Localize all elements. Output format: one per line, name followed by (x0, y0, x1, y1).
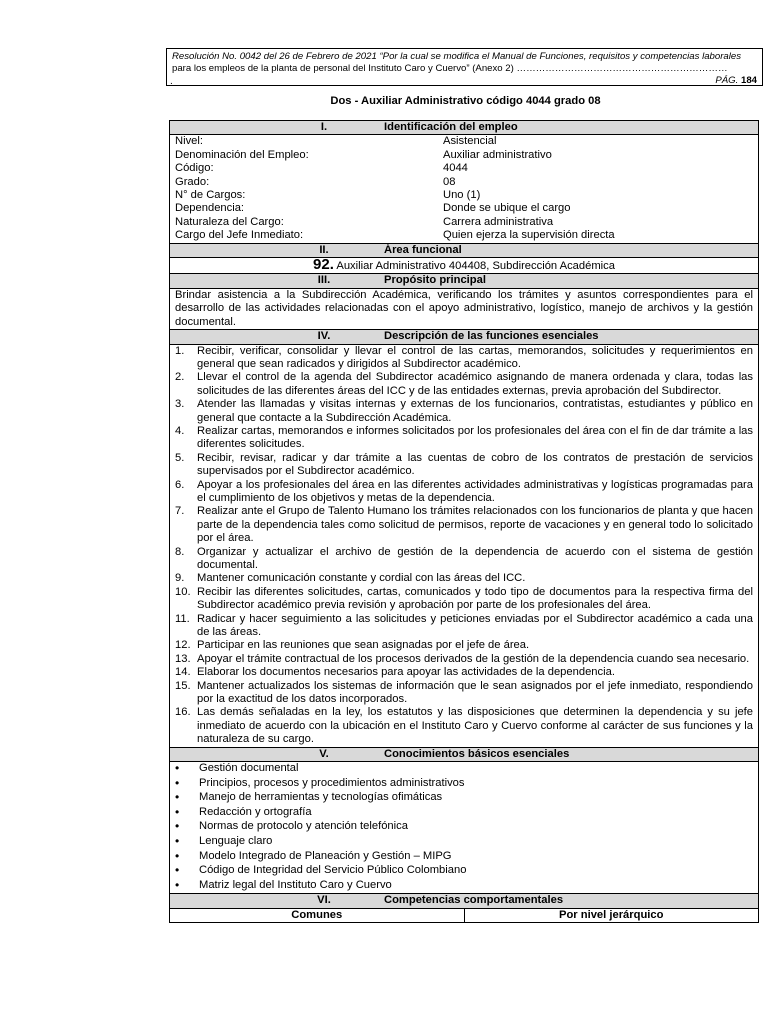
function-text: Recibir, revisar, radicar y dar trámite a las cuentas de cobro de los contratos de prestación de servicios supervisados por el Subdirector académico. (197, 451, 753, 478)
function-number: 5. (175, 451, 185, 464)
function-text: Elaborar los documentos necesarios para apoyar las actividades de la dependencia. (197, 666, 615, 679)
function-item (175, 613, 753, 640)
function-text: Realizar cartas, memorandos e informes solicitados por los profesionales del área con el fin de dar trámite a las diferentes solicitudes. (197, 424, 753, 451)
function-item (175, 653, 753, 666)
identification-row (175, 189, 753, 202)
knowledge-item (175, 777, 753, 792)
knowledge-cell (170, 762, 759, 894)
page-title: Dos - Auxiliar Administrativo código 4044 grado 08 (330, 95, 601, 107)
function-text: Atender las llamadas y visitas internas y externas de los funcionarios, contratistas, estudiantes y público en general que contacte a la Subdirección Académica. (197, 398, 753, 424)
knowledge-item (175, 835, 753, 850)
function-item (175, 680, 753, 707)
page-number: 184 (740, 75, 757, 86)
knowledge-text: Matriz legal del Instituto Caro y Cuervo (199, 878, 392, 891)
identification-value: Auxiliar administrativo (443, 148, 552, 161)
identification-label: Naturaleza del Cargo: (175, 215, 284, 228)
function-number: 16. (175, 706, 191, 719)
identification-value: Quien ejerza la supervisión directa (443, 229, 615, 242)
identification-label: Grado: (175, 175, 210, 188)
function-item (175, 639, 753, 652)
functions-cell (170, 344, 759, 747)
identification-row (175, 216, 753, 229)
header-line-2: para los empleos de la planta de personal del Instituto Caro y Cuervo” (Anexo 2) ………………………………………………………… (172, 63, 728, 74)
function-number: 14. (175, 666, 191, 679)
function-text: Recibir, verificar, consolidar y llevar el control de las cartas, memorandos, solicitudes y requerimientos en general que sean radicados y dirigidos al Subdirector académico. (197, 344, 753, 370)
function-text: Organizar y actualizar el archivo de gestión de la dependencia de acuerdo con el sistema de gestión documental. (197, 545, 753, 571)
function-item (175, 425, 753, 452)
identification-row (175, 229, 753, 242)
function-item (175, 706, 753, 746)
knowledge-item (175, 762, 753, 777)
purpose-text: Brindar asistencia a la Subdirección Académica, verificando los trámites y asuntos correspondientes para el desarrollo de las actividades relacionadas con el apoyo administrativo, logístico, manejo de archivos y la gestión documental. (170, 288, 759, 329)
function-number: 9. (175, 572, 185, 585)
bullet-icon: • (175, 804, 180, 819)
knowledge-item (175, 879, 753, 894)
function-number: 1. (175, 344, 185, 357)
identification-label: Denominación del Empleo: (175, 148, 309, 161)
function-item (175, 479, 753, 506)
function-number: 6. (175, 478, 185, 491)
knowledge-text: Redacción y ortografía (199, 805, 312, 818)
knowledge-list (175, 762, 753, 893)
functions-list (175, 345, 753, 747)
function-item (175, 345, 753, 372)
function-text: Llevar el control de la agenda del Subdirector académico asignando de manera ordenada y clara, todas las solicitudes de las diferentes áreas del ICC y de las entidades externas, previa aprobación del Subdirector. (197, 371, 753, 397)
identification-label: Código: (175, 162, 214, 175)
section-header-area: II. Área funcional (170, 243, 759, 257)
function-text: Mantener actualizados los sistemas de información que le sean asignados por el jefe inmediato, respondiendo por la exactitud de los datos incorporados. (197, 679, 753, 706)
function-item (175, 586, 753, 613)
job-profile-table (169, 120, 759, 923)
identification-label: Nivel: (175, 135, 203, 148)
function-number: 7. (175, 505, 185, 518)
function-text: Radicar y hacer seguimiento a las solicitudes y peticiones enviadas por el Subdirector académico a cada una de las áreas. (197, 612, 753, 639)
knowledge-text: Modelo Integrado de Planeación y Gestión – MIPG (199, 849, 452, 862)
function-item (175, 452, 753, 479)
bullet-icon: • (175, 761, 180, 776)
knowledge-text: Principios, procesos y procedimientos administrativos (199, 776, 465, 789)
identification-block (170, 135, 759, 243)
knowledge-text: Código de Integridad del Servicio Público Colombiano (199, 864, 467, 877)
function-number: 10. (175, 585, 191, 598)
identification-row (175, 149, 753, 162)
identification-label: Dependencia: (175, 202, 245, 215)
function-item (175, 546, 753, 573)
competencies-col-common: Comunes (170, 908, 465, 922)
bullet-icon: • (175, 848, 180, 863)
bullet-icon: • (175, 834, 180, 849)
function-number: 3. (175, 398, 185, 411)
function-number: 15. (175, 679, 191, 692)
page-label: PÁG. (715, 75, 739, 86)
knowledge-item (175, 806, 753, 821)
identification-row (175, 162, 753, 175)
function-number: 8. (175, 545, 185, 558)
document-header (166, 48, 763, 86)
identification-value: Uno (1) (443, 189, 481, 202)
knowledge-text: Normas de protocolo y atención telefónica (199, 820, 408, 833)
knowledge-text: Manejo de herramientas y tecnologías ofimáticas (199, 791, 443, 804)
area-number: 92. (313, 256, 334, 274)
resolution-text: Resolución No. 0042 del 26 de Febrero de 2021 “Por la cual se modifica el Manual de Funciones, requisitos y competencias laborales (172, 51, 742, 62)
area-row (170, 258, 759, 274)
identification-row (175, 202, 753, 215)
function-number: 2. (175, 371, 185, 384)
function-number: 11. (175, 612, 190, 625)
bullet-icon: • (175, 819, 180, 834)
competencies-col-level: Por nivel jerárquico (464, 908, 759, 922)
section-header-purpose: III. Propósito principal (170, 274, 759, 288)
function-text: Apoyar a los profesionales del área en las diferentes actividades administrativas y logísticas programadas para el cumplimiento de los objetivos y metas de la dependencia. (197, 478, 753, 504)
identification-value: Asistencial (443, 135, 497, 148)
identification-value: 08 (443, 175, 456, 188)
function-item (175, 572, 753, 585)
bullet-icon: • (175, 790, 180, 805)
identification-value: Carrera administrativa (443, 215, 554, 228)
function-text: Recibir las diferentes solicitudes, cartas, comunicados y todo tipo de documentos para la respectiva firma del Subdirector académico previa revisión y aprobación por parte de los profesionales del área. (197, 585, 753, 612)
knowledge-item (175, 850, 753, 865)
function-text: Apoyar el trámite contractual de los procesos derivados de la gestión de la dependencia cuando sea necesario. (197, 652, 750, 665)
knowledge-text: Gestión documental (199, 762, 299, 775)
function-text: Mantener comunicación constante y cordial con las áreas del ICC. (197, 572, 526, 585)
function-text: Realizar ante el Grupo de Talento Humano los trámites relacionados con los funcionarios de planta y que hacen parte de la dependencia tales como solicitud de permisos, reporte de vacaciones y en general todo lo solicitado por el área. (197, 505, 753, 545)
identification-row (175, 135, 753, 148)
knowledge-item (175, 820, 753, 835)
section-header-identification: I. Identificación del empleo (170, 121, 759, 135)
section-header-knowledge: V. Conocimientos básicos esenciales (170, 747, 759, 761)
function-item (175, 371, 753, 398)
header-dot: . (170, 76, 173, 87)
function-item (175, 398, 753, 425)
function-item (175, 666, 753, 679)
identification-label: N° de Cargos: (175, 189, 246, 202)
knowledge-item (175, 791, 753, 806)
function-item (175, 505, 753, 545)
knowledge-text: Lenguaje claro (199, 835, 273, 848)
bullet-icon: • (175, 863, 180, 878)
bullet-icon: • (175, 877, 180, 892)
area-text: Auxiliar Administrativo 404408, Subdirección Académica (336, 260, 615, 273)
function-number: 4. (175, 424, 185, 437)
identification-row (175, 176, 753, 189)
function-number: 12. (175, 639, 191, 652)
function-text: Participar en las reuniones que sean asignadas por el jefe de área. (197, 639, 530, 652)
section-header-functions: IV. Descripción de las funciones esenciales (170, 330, 759, 344)
function-number: 13. (175, 652, 191, 665)
identification-label: Cargo del Jefe Inmediato: (175, 229, 304, 242)
identification-value: Donde se ubique el cargo (443, 202, 571, 215)
bullet-icon: • (175, 775, 180, 790)
function-text: Las demás señaladas en la ley, los estatutos y las disposiciones que determinen la dependencia y su jefe inmediato de acuerdo con la ubicación en el Instituto Caro y Cuervo conforme al carácter de sus funciones y la naturaleza de su cargo. (197, 706, 753, 746)
knowledge-item (175, 864, 753, 879)
section-header-competencies: VI. Competencias comportamentales (170, 894, 759, 908)
identification-value: 4044 (443, 162, 468, 175)
